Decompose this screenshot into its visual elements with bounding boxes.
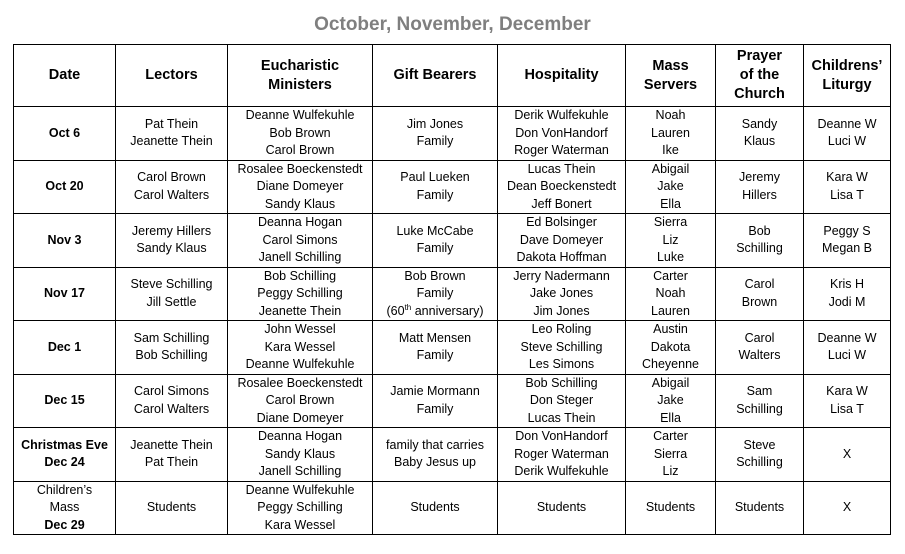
cell-line: Bob Brown <box>269 125 331 140</box>
cell-line: Schilling <box>736 241 783 256</box>
gift-bearers-cell <box>373 107 498 161</box>
cell-line: Ed Bolsinger <box>526 215 597 229</box>
anniversary-note <box>375 303 495 321</box>
ministers-cell <box>228 481 373 535</box>
column-header-childrens-liturgy <box>804 45 891 107</box>
cell-line: Austin <box>653 322 688 336</box>
hospitality-cell <box>498 160 626 214</box>
cell-line: Walters <box>738 348 781 363</box>
date-cell <box>14 374 116 428</box>
cell-line: Students <box>645 500 696 514</box>
liturgy-cell <box>804 428 891 482</box>
cell-line: Paul Lueken <box>400 170 470 185</box>
cell-line: Kara Wessel <box>264 517 336 532</box>
cell-line: Bob Schilling <box>525 375 598 390</box>
ministers-cell <box>228 374 373 428</box>
cell-line: Mass <box>49 500 80 514</box>
column-header-gift-bearers <box>373 45 498 107</box>
date-cell <box>14 267 116 321</box>
cell-line: Derik Wulfekuhle <box>514 464 609 478</box>
cell-line: Abigail <box>651 161 690 176</box>
liturgy-cell <box>804 107 891 161</box>
table-row <box>14 107 891 161</box>
header-line: Hospitality <box>524 67 599 83</box>
cell-line: Steve Schilling <box>130 277 213 292</box>
cell-line: Carol Simons <box>133 384 210 399</box>
cell-line: Deanne Wulfekuhle <box>245 357 355 371</box>
cell-line: Jodi M <box>828 294 866 309</box>
header-line: Prayer <box>736 48 783 64</box>
cell-line: Family <box>416 401 454 416</box>
date-cell <box>14 107 116 161</box>
column-header-eucharistic-ministers <box>228 45 373 107</box>
cell-line: Carter <box>653 268 688 283</box>
cell-line: Nov 17 <box>44 286 85 300</box>
cell-line: Nov 3 <box>47 232 82 247</box>
cell-line: Carol <box>744 277 775 292</box>
cell-line: Sierra <box>653 215 688 229</box>
servers-cell <box>626 107 716 161</box>
cell-line: Jim Jones <box>406 116 464 131</box>
cell-line: Brown <box>741 294 778 309</box>
cell-line: Kris H <box>829 277 865 292</box>
lectors-cell <box>116 267 228 321</box>
hospitality-cell <box>498 481 626 535</box>
servers-cell <box>626 214 716 268</box>
cell-line: Lauren <box>651 303 690 318</box>
gift-bearers-cell <box>373 481 498 535</box>
cell-line: Jake Jones <box>529 286 594 300</box>
cell-line: Baby Jesus up <box>394 455 476 470</box>
cell-line: Students <box>146 500 197 514</box>
header-line: Ministers <box>268 76 332 93</box>
cell-line: Sierra <box>653 446 688 461</box>
header-line: Eucharistic <box>260 57 340 74</box>
cell-line: Lucas Thein <box>527 410 596 425</box>
column-header-lectors <box>116 45 228 107</box>
cell-line: Bob <box>748 223 771 238</box>
header-line: Lectors <box>145 67 198 83</box>
table-row <box>14 214 891 268</box>
cell-line: Ike <box>662 143 679 157</box>
cell-line: Dec 24 <box>44 455 85 470</box>
lectors-cell <box>116 214 228 268</box>
hospitality-cell <box>498 107 626 161</box>
liturgy-cell <box>804 214 891 268</box>
cell-line: Family <box>416 286 454 300</box>
cell-line: Students <box>734 500 785 514</box>
cell-line: Carol Walters <box>133 187 210 202</box>
cell-line: Noah <box>655 286 686 300</box>
cell-line: Schilling <box>736 401 783 416</box>
cell-line: Janell Schilling <box>258 464 342 478</box>
servers-cell <box>626 428 716 482</box>
cell-line: Christmas Eve <box>21 437 108 452</box>
ordinal-suffix: th <box>404 302 412 312</box>
cell-line: Steve <box>743 437 776 452</box>
cell-line: Pat Thein <box>144 116 199 131</box>
table-row <box>14 481 891 535</box>
cell-line: Lucas Thein <box>527 161 596 176</box>
cell-line: Janell Schilling <box>258 250 342 264</box>
cell-line: X <box>842 446 852 461</box>
prayer-cell <box>716 267 804 321</box>
anniversary-number: (60 <box>386 303 405 318</box>
cell-line: Jeff Bonert <box>531 196 592 211</box>
cell-line: Deanna Hogan <box>257 429 343 443</box>
cell-line: Don VonHandorf <box>515 429 608 443</box>
cell-line: Dec 1 <box>47 339 82 354</box>
cell-line: Rosalee Boeckenstedt <box>237 161 363 176</box>
cell-line: Cheyenne <box>642 357 699 371</box>
cell-line: Jim Jones <box>533 303 590 318</box>
cell-line: Jeanette Thein <box>258 303 342 318</box>
date-cell <box>14 428 116 482</box>
cell-line: Bob Brown <box>404 268 466 283</box>
liturgy-cell <box>804 321 891 375</box>
cell-line: Carol <box>744 330 775 345</box>
header-row <box>14 45 891 107</box>
cell-line: Luci W <box>827 348 867 363</box>
cell-line: Deanne Wulfekuhle <box>245 108 355 122</box>
hospitality-cell <box>498 214 626 268</box>
ministers-cell <box>228 107 373 161</box>
cell-line: Lauren <box>651 125 690 140</box>
prayer-cell <box>716 321 804 375</box>
cell-line: Deanne Wulfekuhle <box>245 482 355 497</box>
cell-line: Klaus <box>743 134 776 149</box>
prayer-cell <box>716 428 804 482</box>
header-line: Gift Bearers <box>393 67 477 83</box>
cell-line: Sandy <box>741 116 778 131</box>
cell-line: Family <box>416 134 454 149</box>
cell-line: Sandy Klaus <box>264 446 336 461</box>
ministers-cell <box>228 267 373 321</box>
cell-line: Carol Brown <box>265 393 335 407</box>
cell-line: Dec 29 <box>44 517 85 532</box>
header-line: Mass <box>652 57 689 74</box>
cell-line: Sandy Klaus <box>264 196 336 211</box>
cell-line: Children’s <box>36 482 93 497</box>
cell-line: Dave Domeyer <box>519 232 604 247</box>
anniversary-word: anniversary) <box>411 303 484 318</box>
hospitality-cell <box>498 428 626 482</box>
cell-line: John Wessel <box>264 322 336 336</box>
cell-line: Luci W <box>827 134 867 149</box>
gift-bearers-cell <box>373 160 498 214</box>
cell-line: Derik Wulfekuhle <box>514 108 609 122</box>
cell-line: Family <box>416 241 454 256</box>
ministry-schedule-table <box>13 44 891 535</box>
cell-line: Peggy Schilling <box>257 500 343 514</box>
date-cell <box>14 321 116 375</box>
servers-cell <box>626 321 716 375</box>
cell-line: X <box>842 500 852 514</box>
servers-cell <box>626 160 716 214</box>
cell-line: Carol Walters <box>133 401 210 416</box>
servers-cell <box>626 267 716 321</box>
cell-line: Deanne W <box>817 330 877 345</box>
cell-line: Luke McCabe <box>396 223 474 238</box>
cell-line: Students <box>410 500 460 514</box>
cell-line: Family <box>416 348 454 363</box>
hospitality-cell <box>498 374 626 428</box>
servers-cell <box>626 481 716 535</box>
header-line: of the <box>739 67 780 83</box>
date-cell <box>14 160 116 214</box>
cell-line: Peggy Schilling <box>257 286 343 300</box>
cell-line: Peggy S <box>823 223 871 238</box>
cell-line: Dakota <box>650 339 691 354</box>
liturgy-cell <box>804 267 891 321</box>
cell-line: Jill Settle <box>146 294 197 309</box>
header-line: Servers <box>643 76 698 93</box>
lectors-cell <box>116 321 228 375</box>
column-header-hospitality <box>498 45 626 107</box>
cell-line: Family <box>416 187 454 202</box>
cell-line: Lisa T <box>830 401 864 416</box>
cell-line: Ella <box>660 410 681 425</box>
gift-bearers-cell <box>373 214 498 268</box>
cell-line: Dec 15 <box>44 393 85 407</box>
gift-bearers-cell <box>373 267 498 321</box>
cell-line: Sam <box>746 384 773 399</box>
cell-line: Oct 20 <box>45 179 84 193</box>
cell-line: Don Steger <box>529 393 594 407</box>
cell-line: Students <box>536 500 587 514</box>
cell-line: Matt Mensen <box>398 330 472 345</box>
cell-line: Jeanette Thein <box>130 134 213 149</box>
table-row <box>14 267 891 321</box>
cell-line: Jeremy Hillers <box>131 223 212 238</box>
cell-line: Jeanette Thein <box>130 437 213 452</box>
cell-line: Les Simons <box>528 357 595 371</box>
cell-line: Carol Simons <box>262 232 338 247</box>
cell-line: Steve Schilling <box>520 339 603 354</box>
cell-line: Sam Schilling <box>133 330 210 345</box>
cell-line: Carol Brown <box>265 143 335 157</box>
table-row <box>14 160 891 214</box>
cell-line: Jake <box>657 179 684 193</box>
hospitality-cell <box>498 321 626 375</box>
cell-line: Hillers <box>742 187 777 202</box>
prayer-cell <box>716 214 804 268</box>
cell-line: Bob Schilling <box>135 348 208 363</box>
column-header-date <box>14 45 116 107</box>
date-cell <box>14 481 116 535</box>
header-line: Childrens’ <box>811 57 883 74</box>
ministers-cell <box>228 428 373 482</box>
servers-cell <box>626 374 716 428</box>
lectors-cell <box>116 481 228 535</box>
cell-line: Jerry Nadermann <box>513 268 610 283</box>
table-row <box>14 428 891 482</box>
cell-line: Dean Boeckenstedt <box>506 179 617 193</box>
gift-bearers-cell <box>373 321 498 375</box>
cell-line: Dakota Hoffman <box>516 250 607 264</box>
cell-line: Luke <box>656 250 685 264</box>
cell-line: Liz <box>662 232 679 247</box>
lectors-cell <box>116 107 228 161</box>
table-body <box>14 107 891 535</box>
cell-line: Kara W <box>826 384 868 399</box>
cell-line: Jamie Mormann <box>390 384 480 399</box>
header-line: Date <box>48 67 81 83</box>
cell-line: Noah <box>655 108 686 122</box>
cell-line: Rosalee Boeckenstedt <box>237 375 363 390</box>
column-header-prayer-of-the-church <box>716 45 804 107</box>
cell-line: Oct 6 <box>48 125 81 140</box>
cell-line: Ella <box>660 196 681 211</box>
cell-line: Bob Schilling <box>263 268 337 283</box>
liturgy-cell <box>804 160 891 214</box>
cell-line: Diane Domeyer <box>256 410 344 425</box>
ministers-cell <box>228 321 373 375</box>
ministers-cell <box>228 214 373 268</box>
column-header-mass-servers <box>626 45 716 107</box>
prayer-cell <box>716 374 804 428</box>
cell-line: Roger Waterman <box>514 446 609 461</box>
cell-line: Jake <box>657 393 684 407</box>
cell-line: Lisa T <box>830 187 864 202</box>
lectors-cell <box>116 160 228 214</box>
cell-line: family that carries <box>386 437 484 452</box>
liturgy-cell <box>804 481 891 535</box>
cell-line: Carol Brown <box>137 170 206 185</box>
table-row <box>14 321 891 375</box>
cell-line: Jeremy <box>739 170 780 185</box>
prayer-cell <box>716 107 804 161</box>
cell-line: Roger Waterman <box>514 143 609 157</box>
cell-line: Don VonHandorf <box>515 125 608 140</box>
cell-line: Liz <box>662 464 679 478</box>
header-line: Liturgy <box>822 76 872 93</box>
date-cell <box>14 214 116 268</box>
cell-line: Pat Thein <box>144 455 199 470</box>
cell-line: Kara Wessel <box>264 339 336 354</box>
schedule-title: October, November, December <box>314 14 591 35</box>
cell-line: Kara W <box>826 170 868 185</box>
cell-line: Carter <box>653 429 688 443</box>
cell-line: Abigail <box>651 375 690 390</box>
prayer-cell <box>716 160 804 214</box>
cell-line: Megan B <box>821 241 873 256</box>
liturgy-cell <box>804 374 891 428</box>
cell-line: Deanna Hogan <box>257 215 343 229</box>
gift-bearers-cell <box>373 428 498 482</box>
prayer-cell <box>716 481 804 535</box>
cell-line: Diane Domeyer <box>256 179 344 193</box>
cell-line: Leo Roling <box>531 322 592 336</box>
header-line: Church <box>734 86 785 102</box>
hospitality-cell <box>498 267 626 321</box>
lectors-cell <box>116 428 228 482</box>
ministers-cell <box>228 160 373 214</box>
gift-bearers-cell <box>373 374 498 428</box>
cell-line: Deanne W <box>817 116 877 131</box>
lectors-cell <box>116 374 228 428</box>
cell-line: Schilling <box>736 455 783 470</box>
cell-line: Sandy Klaus <box>136 241 207 256</box>
table-row <box>14 374 891 428</box>
